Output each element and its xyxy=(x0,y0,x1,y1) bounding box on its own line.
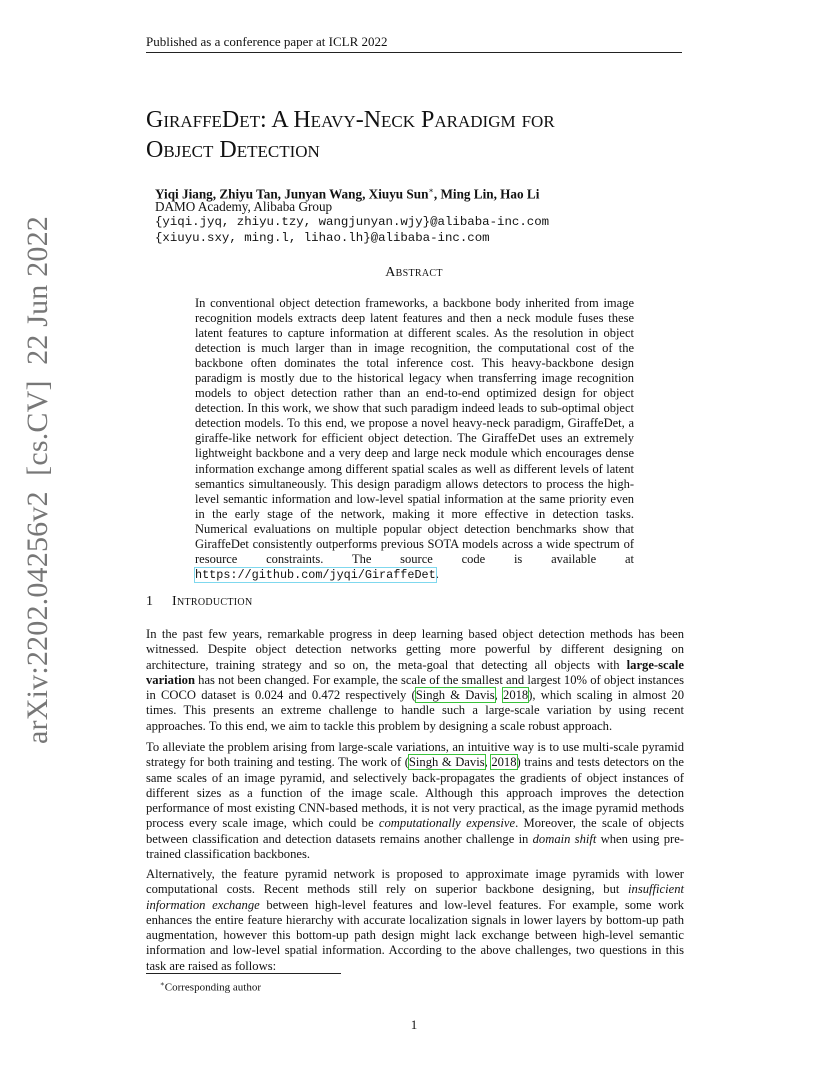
author-names: Yiqi Jiang, Zhiyu Tan, Junyan Wang, Xiuyu Sun xyxy=(155,186,429,202)
author-emails-line-2: {xiuyu.sxy, ming.l, lihao.lh}@alibaba-inc.com xyxy=(155,231,490,245)
citation-link-2018[interactable]: 2018 xyxy=(491,755,517,770)
page-number: 1 xyxy=(410,1017,418,1032)
author-emails-line-1: {yiqi.jyq, zhiyu.tzy, wangjunyan.wjy}@alibaba-inc.com xyxy=(155,215,550,229)
header-rule xyxy=(146,52,682,53)
p3-italic-phrase: insufficient information exchange xyxy=(146,882,684,912)
footnote-mark: ∗ xyxy=(160,980,165,988)
section-title: Introduction xyxy=(172,594,253,609)
citation-link-singh-davis[interactable]: Singh & Davis xyxy=(408,755,485,770)
paper-title xyxy=(146,105,686,165)
p2-text-3: . Moreover, the scale of objects between classification and detection datasets remains another challenge in xyxy=(146,816,684,846)
p1-text-3: ), which scaling in almost 20 times. This presents an extreme challenge to handle such a large-scale variation by using recent approaches. To this end, we aim to tackle this problem by designing a scale robust approach. xyxy=(146,688,685,733)
p2-italic-phrase-2: domain shift xyxy=(532,831,597,846)
section-number: 1 xyxy=(146,594,153,609)
p1-text-1: In the past few years, remarkable progress in deep learning based object detection methods has been witnessed. Despite object detection networks getting more powerful by different designing on architecture, training strategy and so on, the meta-goal that detecting all objects with xyxy=(146,627,684,672)
intro-paragraph-3 xyxy=(146,867,684,974)
p2-cite-separator: , xyxy=(484,755,492,770)
arxiv-identifier: arXiv:2202.04256v2 [cs.CV] 22 Jun 2022 xyxy=(21,216,54,744)
corresponding-mark: ∗ xyxy=(428,186,434,195)
section-heading-introduction xyxy=(146,594,252,610)
intro-paragraph-2 xyxy=(146,740,684,862)
p2-text-4: when using pre-trained classification backbones. xyxy=(146,831,684,862)
author-names-rest: , Ming Lin, Hao Li xyxy=(433,186,540,202)
p2-text-2: ) trains and tests detectors on the same scales of an image pyramid, and selectively back-propagates the gradients of object instances of different sizes as a function of the image scale. Although this approach improves the detection performance of most existing CNN-based methods, it is not very practical, as the image pyramid methods process every scale image, which could be xyxy=(146,755,684,831)
footnote-rule xyxy=(146,973,341,974)
abstract-end: . xyxy=(435,566,439,581)
p2-text-1: To alleviate the problem arising from large-scale variations, an intuitive way is to use multi-scale pyramid strategy for both training and testing. The work of ( xyxy=(146,740,684,770)
github-link[interactable]: https://github.com/jyqi/GiraffeDet xyxy=(195,567,436,582)
title-line-2: Object Detection xyxy=(146,137,320,163)
abstract-body: In conventional object detection frameworks, a backbone body inherited from image recognition models extracts deep latent features and then a neck module fuses these latent features to capture information at different scales. As the resolution in object detection is much larger than in image recognition, the computational cost of the backbone often dominates the total inference cost. This heavy-backbone design paradigm is mostly due to the historical legacy when transferring image recognition models to object detection rather than an end-to-end optimized design for object detection. In this work, we show that such paradigm indeed leads to sub-optimal object detection models. To this end, we propose a novel heavy-neck paradigm, GiraffeDet, a giraffe-like network for efficient object detection. The GiraffeDet uses an extremely lightweight backbone and a very deep and large neck module which encourages dense information exchange among different spatial scales as well as different levels of latent semantics simultaneously. This design paradigm allows detectors to process the high-level semantic information and low-level spatial information at the same priority even in the early stage of the network, making it more effective in detection tasks. Numerical evaluations on multiple popular object detection benchmarks show that GiraffeDet consistently outperforms previous SOTA models across a wide spectrum of resource constraints. The source code is available at xyxy=(195,296,634,566)
p1-bold-phrase: large-scale variation xyxy=(146,657,684,687)
footnote xyxy=(160,977,261,995)
title-line-1: GiraffeDet: A Heavy-Neck Paradigm for xyxy=(146,107,555,133)
citation-link-singh-davis[interactable]: Singh & Davis xyxy=(415,688,495,703)
running-header: Published as a conference paper at ICLR 2022 xyxy=(146,34,388,49)
p1-cite-separator: , xyxy=(494,688,504,703)
p3-text-2: between high-level features and low-level features. For example, some work enhances the entire feature hierarchy with accurate localization signals in lower layers by bottom-up path augmentation, however this bottom-up path design might lack exchange between high-level semantic information and low-level spatial information. According to the above challenges, two questions in this task are raised as follows: xyxy=(146,897,684,973)
abstract-heading: Abstract xyxy=(385,265,443,280)
abstract-text xyxy=(195,296,634,583)
affiliation: DAMO Academy, Alibaba Group xyxy=(155,199,333,214)
p2-italic-phrase-1: computationally expensive xyxy=(378,816,516,831)
p1-text-2: has not been changed. For example, the scale of the smallest and largest 10% of object instances in COCO dataset is 0.024 and 0.472 respectively ( xyxy=(146,672,684,703)
citation-link-2018[interactable]: 2018 xyxy=(503,688,529,703)
footnote-text: Corresponding author xyxy=(164,981,261,994)
intro-paragraph-1 xyxy=(146,627,684,734)
p3-text-1: Alternatively, the feature pyramid network is proposed to approximate image pyramids with lower computational costs. Recent methods still rely on superior backbone designing, but xyxy=(146,867,684,897)
